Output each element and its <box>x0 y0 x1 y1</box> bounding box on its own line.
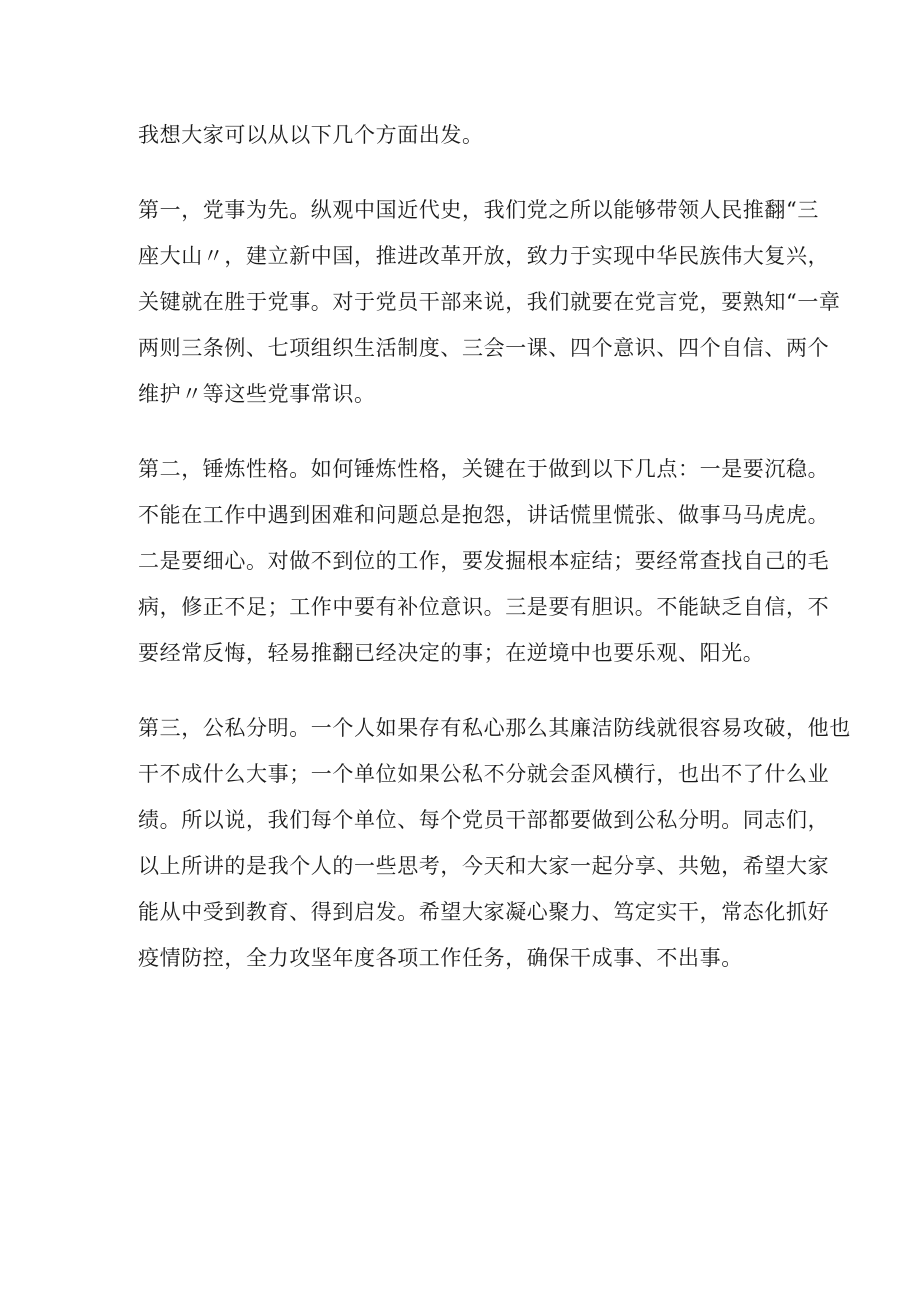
text-line: 不能在工作中遇到困难和问题总是抱怨，讲话慌里慌张、做事马马虎虎。 <box>138 503 830 527</box>
paragraph-first-point <box>138 187 841 417</box>
text-line: 干不成什么大事；一个单位如果公私不分就会歪风横行，也出不了什么业 <box>138 762 830 786</box>
text-line: 二是要细心。对做不到位的工作，要发掘根本症结；要经常查找自己的毛 <box>138 549 830 573</box>
text-line: 要经常反悔，轻易推翻已经决定的事；在逆境中也要乐观、阳光。 <box>138 641 765 665</box>
text-line: 两则三条例、七项组织生活制度、三会一课、四个意识、四个自信、两个 <box>138 336 830 360</box>
text-line: 第二，锤炼性格。如何锤炼性格，关键在于做到以下几点：一是要沉稳。 <box>138 457 830 481</box>
text-line: 病，修正不足；工作中要有补位意识。三是要有胆识。不能缺乏自信，不 <box>138 595 830 619</box>
text-line: 我想大家可以从以下几个方面出发。 <box>138 123 484 147</box>
text-line: 以上所讲的是我个人的一些思考，今天和大家一起分享、共勉，希望大家 <box>138 854 830 878</box>
document-body <box>138 112 851 1010</box>
text-line: 能从中受到教育、得到启发。希望大家凝心聚力、笃定实干，常态化抓好 <box>138 900 830 924</box>
paragraph-third-point <box>138 705 851 981</box>
text-line: 疫情防控，全力攻坚年度各项工作任务，确保干成事、不出事。 <box>138 946 743 970</box>
text-line: 第三，公私分明。一个人如果存有私心那么其廉洁防线就很容易攻破，他也 <box>138 716 851 740</box>
text-line: 第一，党事为先。纵观中国近代史，我们党之所以能够带领人民推翻“三 <box>138 198 819 222</box>
text-line: 座大山〃，建立新中国，推进改革开放，致力于实现中华民族伟大复兴， <box>138 244 830 268</box>
paragraph-second-point <box>138 446 830 676</box>
paragraph-intro <box>138 112 788 158</box>
text-line: 维护〃等这些党事常识。 <box>138 382 376 406</box>
text-line: 关键就在胜于党事。对于党员干部来说，我们就要在党言党，要熟知“一章 <box>138 290 841 314</box>
text-line: 绩。所以说，我们每个单位、每个党员干部都要做到公私分明。同志们， <box>138 808 830 832</box>
